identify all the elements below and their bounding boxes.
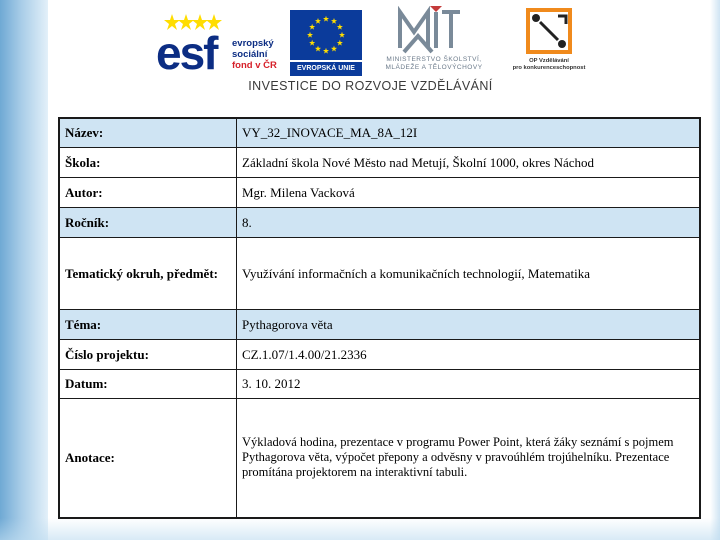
table-row <box>59 237 700 309</box>
row-label: Číslo projektu: <box>59 339 237 369</box>
op-caption <box>506 58 592 72</box>
left-decor-band <box>0 0 48 540</box>
row-value: Výkladová hodina, prezentace v programu Power Point, která žáky seznámí s pojmem Pythagorova věta, výpočet přepony a odvěsny v pravoúhlém trojúhelníku. Prezentace promítána projektorem na interaktivní tabuli. <box>237 398 701 518</box>
eu-caption: EVROPSKÁ UNIE <box>290 62 362 76</box>
table-row <box>59 369 700 398</box>
row-label: Téma: <box>59 309 237 339</box>
table-row <box>59 207 700 237</box>
eu-star-icon <box>331 46 337 52</box>
op-emblem-icon <box>506 6 592 56</box>
esf-caption <box>232 38 277 71</box>
eu-star-icon <box>309 40 315 46</box>
msmt-monogram-icon <box>370 6 498 56</box>
table-row <box>59 118 700 147</box>
msmt-caption-line: MINISTERSTVO ŠKOLSTVÍ, <box>386 56 482 63</box>
eu-star-icon <box>307 32 313 38</box>
row-value: CZ.1.07/1.4.00/21.2336 <box>237 339 701 369</box>
row-value: VY_32_INOVACE_MA_8A_12I <box>237 118 701 147</box>
row-label: Autor: <box>59 177 237 207</box>
row-value: 8. <box>237 207 701 237</box>
msmt-logo <box>370 6 498 78</box>
row-value: Mgr. Milena Vacková <box>237 177 701 207</box>
op-logo <box>506 6 592 78</box>
eu-star-icon <box>337 24 343 30</box>
investice-slogan: INVESTICE DO ROZVOJE VZDĚLÁVÁNÍ <box>248 79 493 93</box>
eu-star-icon <box>315 18 321 24</box>
eu-flag-icon <box>290 10 362 60</box>
eu-star-icon <box>323 48 329 54</box>
table-row <box>59 147 700 177</box>
logo-banner <box>148 0 593 100</box>
eu-star-icon <box>337 40 343 46</box>
msmt-caption-line: MLÁDEŽE A TĚLOVÝCHOVY <box>385 64 483 71</box>
right-decor-band <box>710 0 720 540</box>
row-value: Pythagorova věta <box>237 309 701 339</box>
eu-star-icon <box>331 18 337 24</box>
eu-star-icon <box>323 16 329 22</box>
row-value: 3. 10. 2012 <box>237 369 701 398</box>
eu-logo <box>290 10 362 76</box>
eu-star-icon <box>339 32 345 38</box>
row-label: Anotace: <box>59 398 237 518</box>
op-caption-line: pro konkurenceschopnost <box>512 65 586 71</box>
row-label: Název: <box>59 118 237 147</box>
row-label: Ročník: <box>59 207 237 237</box>
op-caption-line: OP Vzdělávání <box>529 58 569 64</box>
eu-star-icon <box>309 24 315 30</box>
esf-caption-line: sociální <box>232 49 268 60</box>
esf-logo <box>156 12 284 79</box>
esf-letters: esf <box>156 27 217 79</box>
bottom-decor-band <box>0 518 720 540</box>
table-row <box>59 398 700 518</box>
msmt-caption <box>370 56 498 72</box>
row-label: Datum: <box>59 369 237 398</box>
row-value: Využívání informačních a komunikačních technologií, Matematika <box>237 237 701 309</box>
table-row <box>59 339 700 369</box>
table-row <box>59 177 700 207</box>
esf-caption-line: fond v ČR <box>232 60 277 71</box>
project-info-table <box>58 117 701 519</box>
esf-caption-line: evropský <box>232 38 274 49</box>
table-row <box>59 309 700 339</box>
row-label: Tematický okruh, předmět: <box>59 237 237 309</box>
row-value: Základní škola Nové Město nad Metují, Školní 1000, okres Náchod <box>237 147 701 177</box>
eu-star-icon <box>315 46 321 52</box>
row-label: Škola: <box>59 147 237 177</box>
